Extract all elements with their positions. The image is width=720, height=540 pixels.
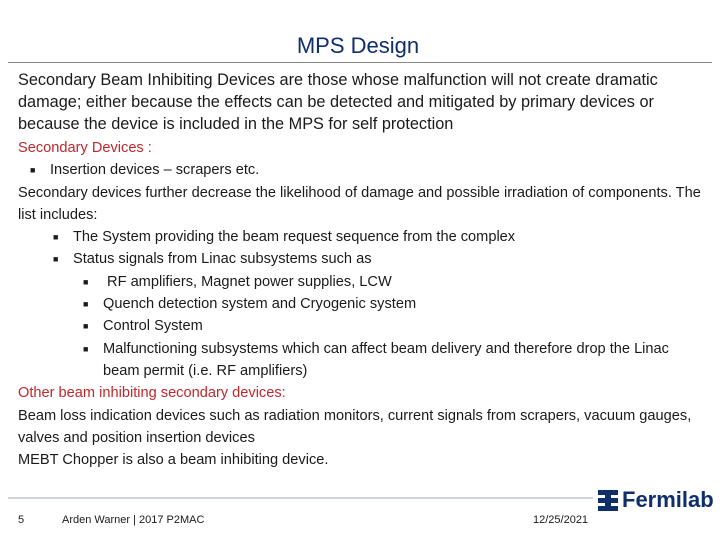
square-bullet-icon: ■ xyxy=(53,254,59,265)
square-bullet-icon: ■ xyxy=(30,165,36,176)
sub-list-item-text: RF amplifiers, Magnet power supplies, LCW xyxy=(103,273,392,290)
list-item xyxy=(18,248,708,270)
square-bullet-icon: ■ xyxy=(83,343,89,354)
sub-list-item xyxy=(18,271,708,293)
list-item xyxy=(18,226,708,248)
list-item xyxy=(18,159,708,181)
logo-wordmark: Fermilab xyxy=(622,487,714,512)
sub-list-item-text: Malfunctioning subsystems which can affect beam delivery and therefore drop the Linac beam permit (i.e. RF amplifiers) xyxy=(103,340,669,379)
square-bullet-icon: ■ xyxy=(83,276,89,287)
sub-list-item-text: Control System xyxy=(103,318,203,335)
list-item-text: Status signals from Linac subsystems such as xyxy=(73,251,372,268)
title-divider xyxy=(8,62,712,63)
further-text: Secondary devices further decrease the likelihood of damage and possible irradiation of components. The list includes: xyxy=(18,184,701,223)
list-item-text: Insertion devices – scrapers etc. xyxy=(50,162,260,179)
fermilab-logo xyxy=(597,487,714,513)
slide-body xyxy=(18,137,708,471)
square-bullet-icon: ■ xyxy=(53,232,59,243)
list-item-text: The System providing the beam request sequence from the complex xyxy=(73,229,516,246)
intro-paragraph: Secondary Beam Inhibiting Devices are those whose malfunction will not create dramatic damage; either because the effects can be detected and mitigated by primary devices or because the device is included in the MPS for self protection xyxy=(18,71,658,133)
sub-list-item xyxy=(18,338,708,383)
footer-author: Arden Warner | 2017 P2MAC xyxy=(62,514,205,526)
page-number: 5 xyxy=(18,514,25,526)
other-devices-heading: Other beam inhibiting secondary devices: xyxy=(18,385,286,402)
square-bullet-icon: ■ xyxy=(83,321,89,332)
sub-list-item-text: Quench detection system and Cryogenic system xyxy=(103,296,417,313)
sub-list-item xyxy=(18,293,708,315)
square-bullet-icon: ■ xyxy=(83,299,89,310)
footer-divider xyxy=(8,497,593,499)
mebt-chopper-text: MEBT Chopper is also a beam inhibiting device. xyxy=(18,452,329,469)
secondary-devices-heading: Secondary Devices : xyxy=(18,140,152,156)
beam-loss-text: Beam loss indication devices such as radiation monitors, current signals from scrapers, vacuum gauges, valves and position insertion devices xyxy=(18,407,692,446)
sub-list-item xyxy=(18,315,708,337)
fermilab-logo-icon xyxy=(597,488,619,512)
slide-title: MPS Design xyxy=(296,33,420,58)
footer-date: 12/25/2021 xyxy=(533,514,589,526)
